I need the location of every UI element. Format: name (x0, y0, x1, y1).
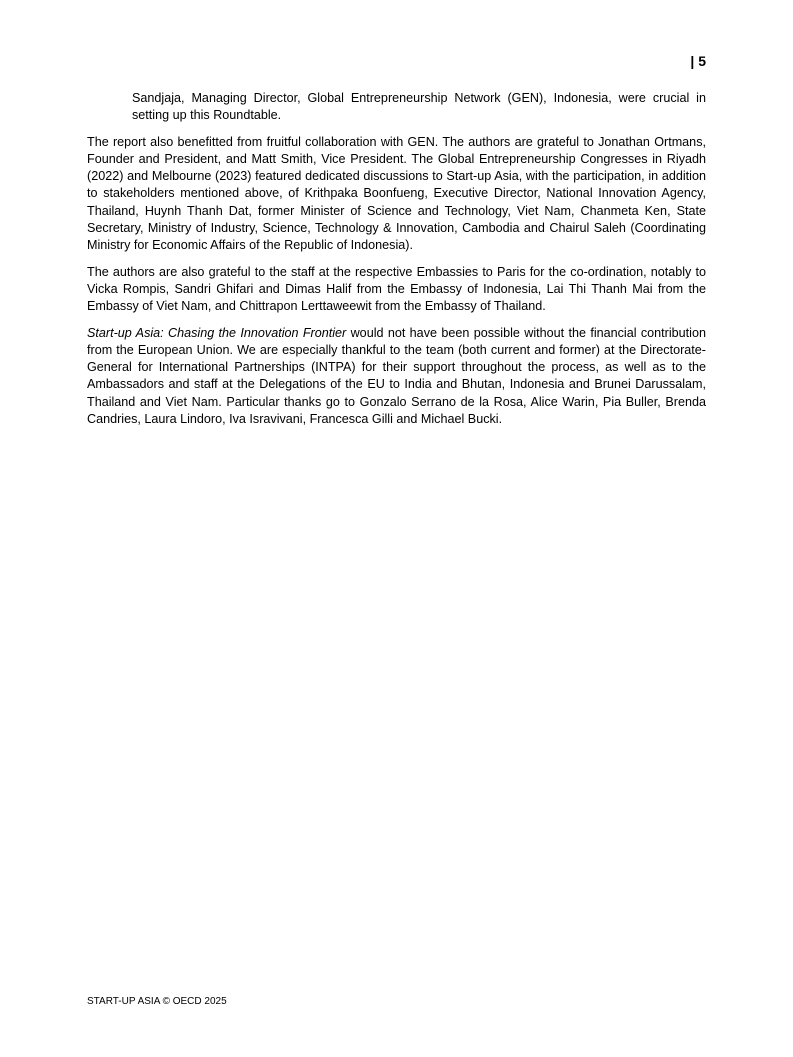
paragraph-embassies: The authors are also grateful to the staff at the respective Embassies to Paris for the co-ordination, notably to Vicka Rompis, Sandri Ghifari and Dimas Halif from the Embassy of Indonesia, Lai Thi Thanh Mai from the Embassy of Viet Nam, and Chittrapon Lerttaweewit from the Embassy of Thailand. (87, 264, 706, 314)
paragraph-eu-funding (87, 325, 706, 429)
page-number: | 5 (690, 53, 706, 69)
continuation-paragraph: Sandjaja, Managing Director, Global Entrepreneurship Network (GEN), Indonesia, were crucial in setting up this Roundtable. (132, 91, 706, 123)
footer-copyright: START-UP ASIA © OECD 2025 (87, 996, 227, 1007)
paragraph-eu-funding-text: would not have been possible without the financial contribution from the European Union. We are especially thankful to the team (both current and former) at the Directorate-General for International Partnerships (INTPA) for their support throughout the process, as well as to the Ambassadors and staff at the Delegations of the EU to India and Bhutan, Indonesia and Brunei Darussalam, Thailand and Viet Nam. Particular thanks go to Gonzalo Serrano de la Rosa, Alice Warin, Pia Buller, Brenda Candries, Laura Lindoro, Iva Isravivani, Francesca Gilli and Michael Bucki. (87, 325, 706, 427)
report-title: Start-up Asia: Chasing the Innovation Frontier (87, 325, 347, 340)
page-body (87, 90, 706, 437)
paragraph-gen-collaboration: The report also benefitted from fruitful collaboration with GEN. The authors are grateful to Jonathan Ortmans, Founder and President, and Matt Smith, Vice President. The Global Entrepreneurship Congresses in Riyadh (2022) and Melbourne (2023) featured dedicated discussions to Start-up Asia, with the participation, in addition to stakeholders mentioned above, of Krithpaka Boonfueng, Executive Director, National Innovation Agency, Thailand, Huynh Thanh Dat, former Minister of Science and Technology, Viet Nam, Chanmeta Ken, State Secretary, Ministry of Industry, Science, Technology & Innovation, Cambodia and Chairul Saleh (Coordinating Ministry for Economic Affairs of the Republic of Indonesia). (87, 134, 706, 253)
